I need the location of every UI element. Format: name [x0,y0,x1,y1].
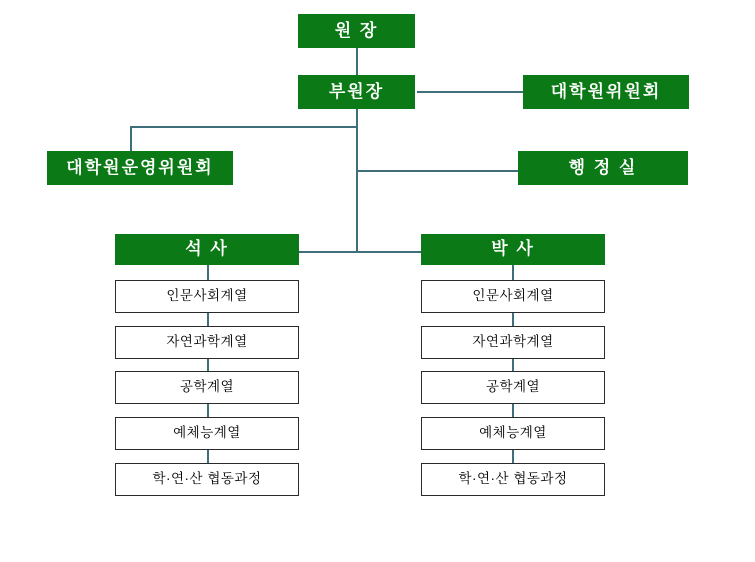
node-masters-program-3[interactable] [115,417,299,450]
node-admin-office-label: 행 정 실 [568,157,638,177]
node-label: 학·연·산 협동과정 [152,471,262,487]
node-doctorate[interactable] [421,234,605,265]
node-vice-director-label: 부원장 [328,81,385,101]
node-label: 예체능계열 [173,425,241,441]
node-doctorate-program-3[interactable] [421,417,605,450]
connector-vice-down [356,108,358,251]
node-doctorate-program-4[interactable] [421,463,605,496]
node-admin-office[interactable] [518,151,688,185]
node-masters-program-2[interactable] [115,371,299,404]
node-director[interactable] [298,14,415,48]
connector-director-to-vice [356,48,358,76]
node-director-label: 원 장 [334,20,379,40]
node-masters-program-4[interactable] [115,463,299,496]
node-label: 인문사회계열 [166,288,248,304]
node-label: 자연과학계열 [472,334,554,350]
node-graduate-committee[interactable] [523,75,689,109]
node-label: 공학계열 [179,379,235,395]
node-operation-committee-label: 대학원운영위원회 [66,157,214,177]
node-masters-program-0[interactable] [115,280,299,313]
node-masters[interactable] [115,234,299,265]
node-doctorate-program-2[interactable] [421,371,605,404]
node-label: 예체능계열 [479,425,547,441]
connector-operation-branch-vertical [130,126,132,151]
node-doctorate-label: 박 사 [491,239,535,259]
connector-operation-branch-horizontal [130,126,357,128]
node-label: 자연과학계열 [166,334,248,350]
node-graduate-committee-label: 대학원위원회 [550,81,662,101]
node-label: 공학계열 [485,379,541,395]
node-masters-label: 석 사 [185,239,229,259]
node-vice-director[interactable] [298,75,415,109]
node-doctorate-program-0[interactable] [421,280,605,313]
node-label: 학·연·산 협동과정 [458,471,568,487]
node-doctorate-program-1[interactable] [421,326,605,359]
node-masters-program-1[interactable] [115,326,299,359]
node-label: 인문사회계열 [472,288,554,304]
node-operation-committee[interactable] [47,151,233,185]
connector-vice-to-grad-committee [417,91,523,93]
